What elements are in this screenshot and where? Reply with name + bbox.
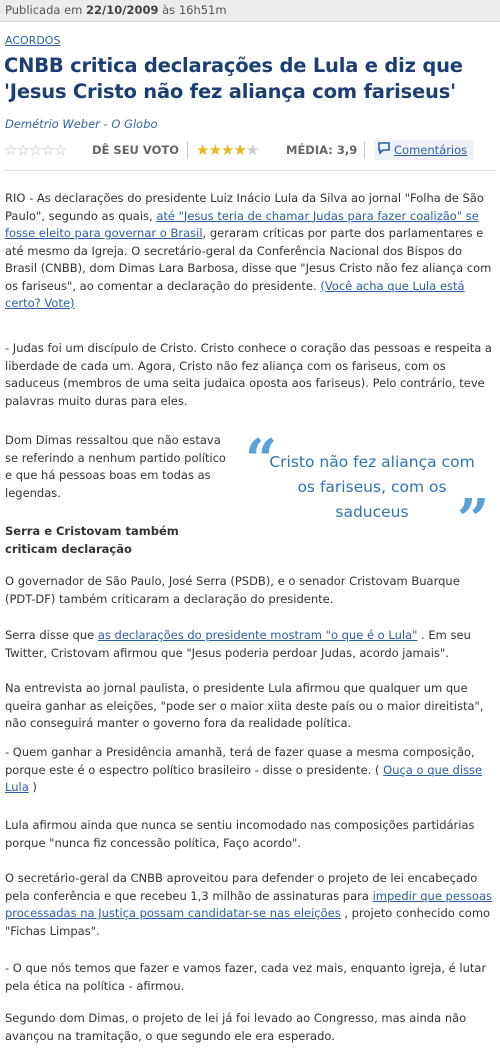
publication-info: Publicada em 22/10/2009 às 16h51m <box>5 3 227 17</box>
article-headline: CNBB critica declarações de Lula e diz que 'Jesus Cristo não fez aliança com fariseus' <box>4 54 463 103</box>
publication-time: 16h51m <box>178 3 227 17</box>
paragraph-9: O secretário-geral da CNBB aproveitou para defender o projeto de lei encabeçado pela conferência e que recebeu 1,3 milhão de assinaturas para impedir que pessoas processadas na Justiça possam candidatar-se nas eleições , projeto conhecido como "Fichas Limpas". <box>5 871 492 938</box>
open-quote-mark: “ <box>245 427 278 493</box>
close-quote-mark: ” <box>457 487 490 553</box>
average-star-empty-icon: ★ <box>245 141 259 159</box>
paragraph-5: Serra disse que as declarações do presidente mostram "o que é o Lula" . Em seu Twitter, Cristovam afirmou que "Jesus poderia perdoar Judas, acordo jamais". <box>5 628 471 660</box>
average-star-icon: ★ <box>208 141 221 159</box>
paragraph-10: - O que nós temos que fazer e vamos fazer, cada vez mais, enquanto igreja, é lutar pela ética na política - afirmou. <box>5 961 487 993</box>
vote-star-2-icon[interactable]: ☆ <box>16 141 29 159</box>
vote-star-4-icon[interactable]: ☆ <box>41 141 54 159</box>
divider <box>187 142 188 159</box>
vote-star-1-icon[interactable]: ☆ <box>4 141 17 159</box>
comments-button[interactable] <box>374 140 474 160</box>
paragraph-8: Lula afirmou ainda que nunca se sentiu incomodado nas composições partidárias porque "nunca fiz concessão política, Faço acordo". <box>5 818 475 850</box>
vote-stars[interactable] <box>4 140 66 160</box>
rating-row <box>4 140 496 162</box>
paragraph-11: Segundo dom Dimas, o projeto de lei já foi levado ao Congresso, mas ainda não avançou na tramitação, o que segundo ele era esperado. <box>5 1011 467 1043</box>
paragraph-4: O governador de São Paulo, José Serra (PSDB), e o senador Cristovam Buarque (PDT-DF) também criticaram a declaração do presidente. <box>5 574 460 606</box>
subheading: Serra e Cristovam também criticam declaração <box>5 524 179 556</box>
average-stars <box>196 140 258 160</box>
divider <box>4 170 496 171</box>
section-link[interactable]: ACORDOS <box>5 34 61 47</box>
publication-date: 22/10/2009 <box>86 3 159 17</box>
average-star-icon: ★ <box>233 141 246 159</box>
pull-quote <box>245 427 495 553</box>
publication-bar <box>0 0 500 22</box>
average-label: MÉDIA: 3,9 <box>286 143 358 157</box>
inline-link[interactable]: até "Jesus teria de chamar Judas para fazer coalizão" se fosse eleito para governar o Brasil <box>5 208 479 240</box>
divider <box>364 142 365 159</box>
inline-link[interactable]: impedir que pessoas processadas na Justiça possam candidatar-se nas eleições <box>5 888 492 920</box>
pull-quote-text: Cristo não fez aliança com os fariseus, com os saduceus <box>269 453 475 521</box>
audio-link[interactable]: Ouça o que disse Lula <box>5 762 483 794</box>
paragraph-7: - Quem ganhar a Presidência amanhã, terá de fazer quase a mesma composição, porque este é o espectro político brasileiro - disse o presidente. ( Ouça o que disse Lula ) <box>5 745 483 794</box>
speech-bubble-icon <box>377 141 391 159</box>
poll-link[interactable]: (Você acha que Lula está certo? Vote) <box>5 278 465 310</box>
vote-star-3-icon[interactable]: ☆ <box>28 141 42 159</box>
paragraph-6: Na entrevista ao jornal paulista, o presidente Lula afirmou que qualquer um que queira ganhar as eleições, "pode ser o maior xiita deste país ou o maior direitista", não conseguirá manter o governo fora da realidade política. <box>5 681 484 730</box>
vote-label: DÊ SEU VOTO <box>92 143 179 157</box>
paragraph-1: RIO - As declarações do presidente Luiz Inácio Lula da Silva ao jornal "Folha de São Paulo", segundo as quais, até "Jesus teria de chamar Judas para fazer coalizão" se fosse eleito para governar o Brasil, geraram críticas por parte dos parlamentares e até mesmo da Igreja. O secretário-geral da Conferência Nacional dos Bispos do Brasil (CNBB), dom Dimas Lara Barbosa, disse que "Jesus Cristo não fez aliança com os fariseus", ao comentar a declaração do presidente. (Você acha que Lula está certo? Vote) <box>5 191 492 310</box>
byline: Demétrio Weber - O Globo <box>5 117 158 131</box>
inline-link[interactable]: as declarações do presidente mostram "o que é o Lula" <box>97 628 418 642</box>
paragraph-3: Dom Dimas ressaltou que não estava se referindo a nenhum partido político e que há pessoas boas em todas as legendas. <box>5 433 226 500</box>
comments-link[interactable]: Comentários <box>394 143 468 157</box>
average-star-icon: ★ <box>196 141 209 159</box>
average-star-icon: ★ <box>220 141 234 159</box>
paragraph-2: - Judas foi um discípulo de Cristo. Cristo conhece o coração das pessoas e respeita a liberdade de cada um. Agora, Cristo não fez aliança com os fariseus, com os saduceus (membros de uma seita judaica oposta aos fariseus). Pelo contrário, teve palavras muito duras para eles. <box>5 341 492 408</box>
vote-star-5-icon[interactable]: ☆ <box>53 141 67 159</box>
